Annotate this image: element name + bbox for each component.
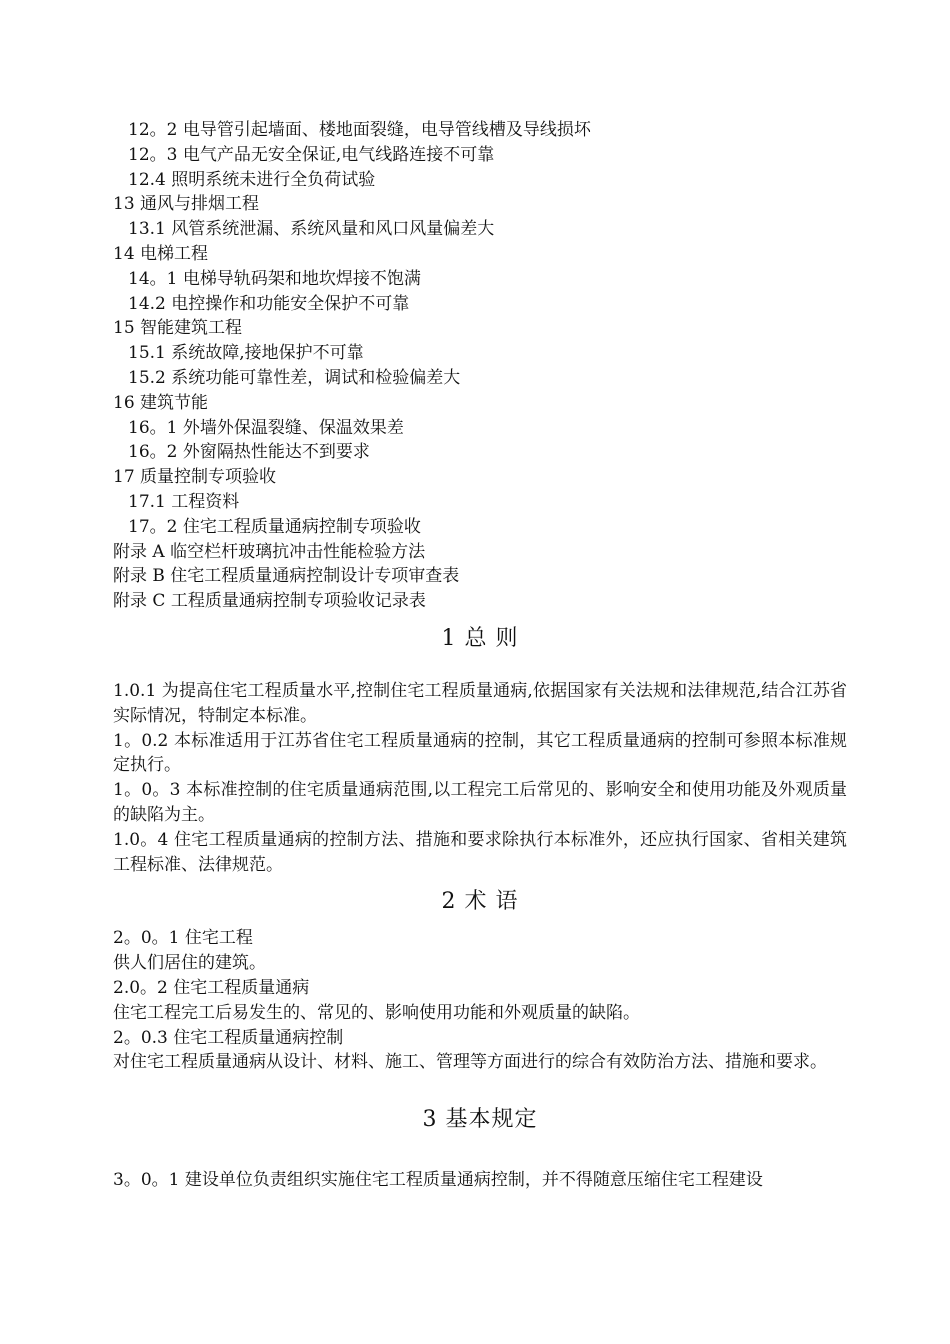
toc-item: 14。1 电梯导轨码架和地坎焊接不饱满 xyxy=(128,268,421,289)
section-2-heading: 2 术 语 xyxy=(441,889,519,915)
toc-item: 15 智能建筑工程 xyxy=(113,318,243,339)
section-2 xyxy=(113,887,847,1075)
toc-list xyxy=(113,118,847,614)
toc-item: 12。3 电气产品无安全保证,电气线路连接不可靠 xyxy=(128,144,495,165)
section-3-heading: 3 基本规定 xyxy=(422,1107,538,1133)
toc-item: 16。2 外窗隔热性能达不到要求 xyxy=(128,442,370,463)
term-number: 2。0.3 住宅工程质量通病控制 xyxy=(113,1027,344,1048)
toc-item: 附录 A 临空栏杆玻璃抗冲击性能检验方法 xyxy=(113,541,426,562)
toc-item: 12。2 电导管引起墙面、楼地面裂缝，电导管线槽及导线损坏 xyxy=(128,120,591,140)
section-1 xyxy=(113,624,847,877)
clause-paragraph: 1.0。4 住宅工程质量通病的控制方法、措施和要求除执行本标准外，还应执行国家、省相关建筑工程标准、法律规范。 xyxy=(113,829,847,875)
toc-item: 16 建筑节能 xyxy=(113,392,209,413)
toc-item: 附录 B 住宅工程质量通病控制设计专项审查表 xyxy=(113,566,460,587)
toc-item: 17。2 住宅工程质量通病控制专项验收 xyxy=(128,516,421,537)
toc-item: 附录 C 工程质量通病控制专项验收记录表 xyxy=(113,591,426,612)
term-definition: 供人们居住的建筑。 xyxy=(113,953,266,974)
clause-paragraph: 1.0.1 为提高住宅工程质量水平,控制住宅工程质量通病,依据国家有关法规和法律规范,结合江苏省实际情况，特制定本标准。 xyxy=(113,680,847,726)
toc-item: 16。1 外墙外保温裂缝、保温效果差 xyxy=(128,417,404,438)
term-number: 2.0。2 住宅工程质量通病 xyxy=(113,977,310,998)
document-page xyxy=(113,118,847,1193)
toc-item: 15.1 系统故障,接地保护不可靠 xyxy=(128,343,364,364)
clause-paragraph: 1。0.2 本标准适用于江苏省住宅工程质量通病的控制，其它工程质量通病的控制可参照本标准规定执行。 xyxy=(113,730,847,776)
toc-item: 12.4 照明系统未进行全负荷试验 xyxy=(128,169,376,190)
toc-item: 14.2 电控操作和功能安全保护不可靠 xyxy=(128,293,410,314)
term-number: 2。0。1 住宅工程 xyxy=(113,928,253,949)
toc-item: 13 通风与排烟工程 xyxy=(113,194,260,215)
clause-paragraph: 1。0。3 本标准控制的住宅质量通病范围,以工程完工后常见的、影响安全和使用功能及外观质量的缺陷为主。 xyxy=(113,780,847,825)
term-definition: 对住宅工程质量通病从设计、材料、施工、管理等方面进行的综合有效防治方法、措施和要求。 xyxy=(113,1052,827,1073)
section-1-heading: 1 总 则 xyxy=(441,625,519,651)
section-3 xyxy=(113,1105,847,1193)
toc-item: 15.2 系统功能可靠性差，调试和检验偏差大 xyxy=(128,367,461,388)
toc-item: 14 电梯工程 xyxy=(113,243,209,264)
toc-item: 17.1 工程资料 xyxy=(128,491,240,512)
toc-item: 17 质量控制专项验收 xyxy=(113,467,277,488)
clause-paragraph: 3。0。1 建设单位负责组织实施住宅工程质量通病控制，并不得随意压缩住宅工程建设 xyxy=(113,1170,763,1191)
toc-item: 13.1 风管系统泄漏、系统风量和风口风量偏差大 xyxy=(128,219,495,240)
term-definition: 住宅工程完工后易发生的、常见的、影响使用功能和外观质量的缺陷。 xyxy=(113,1002,640,1023)
